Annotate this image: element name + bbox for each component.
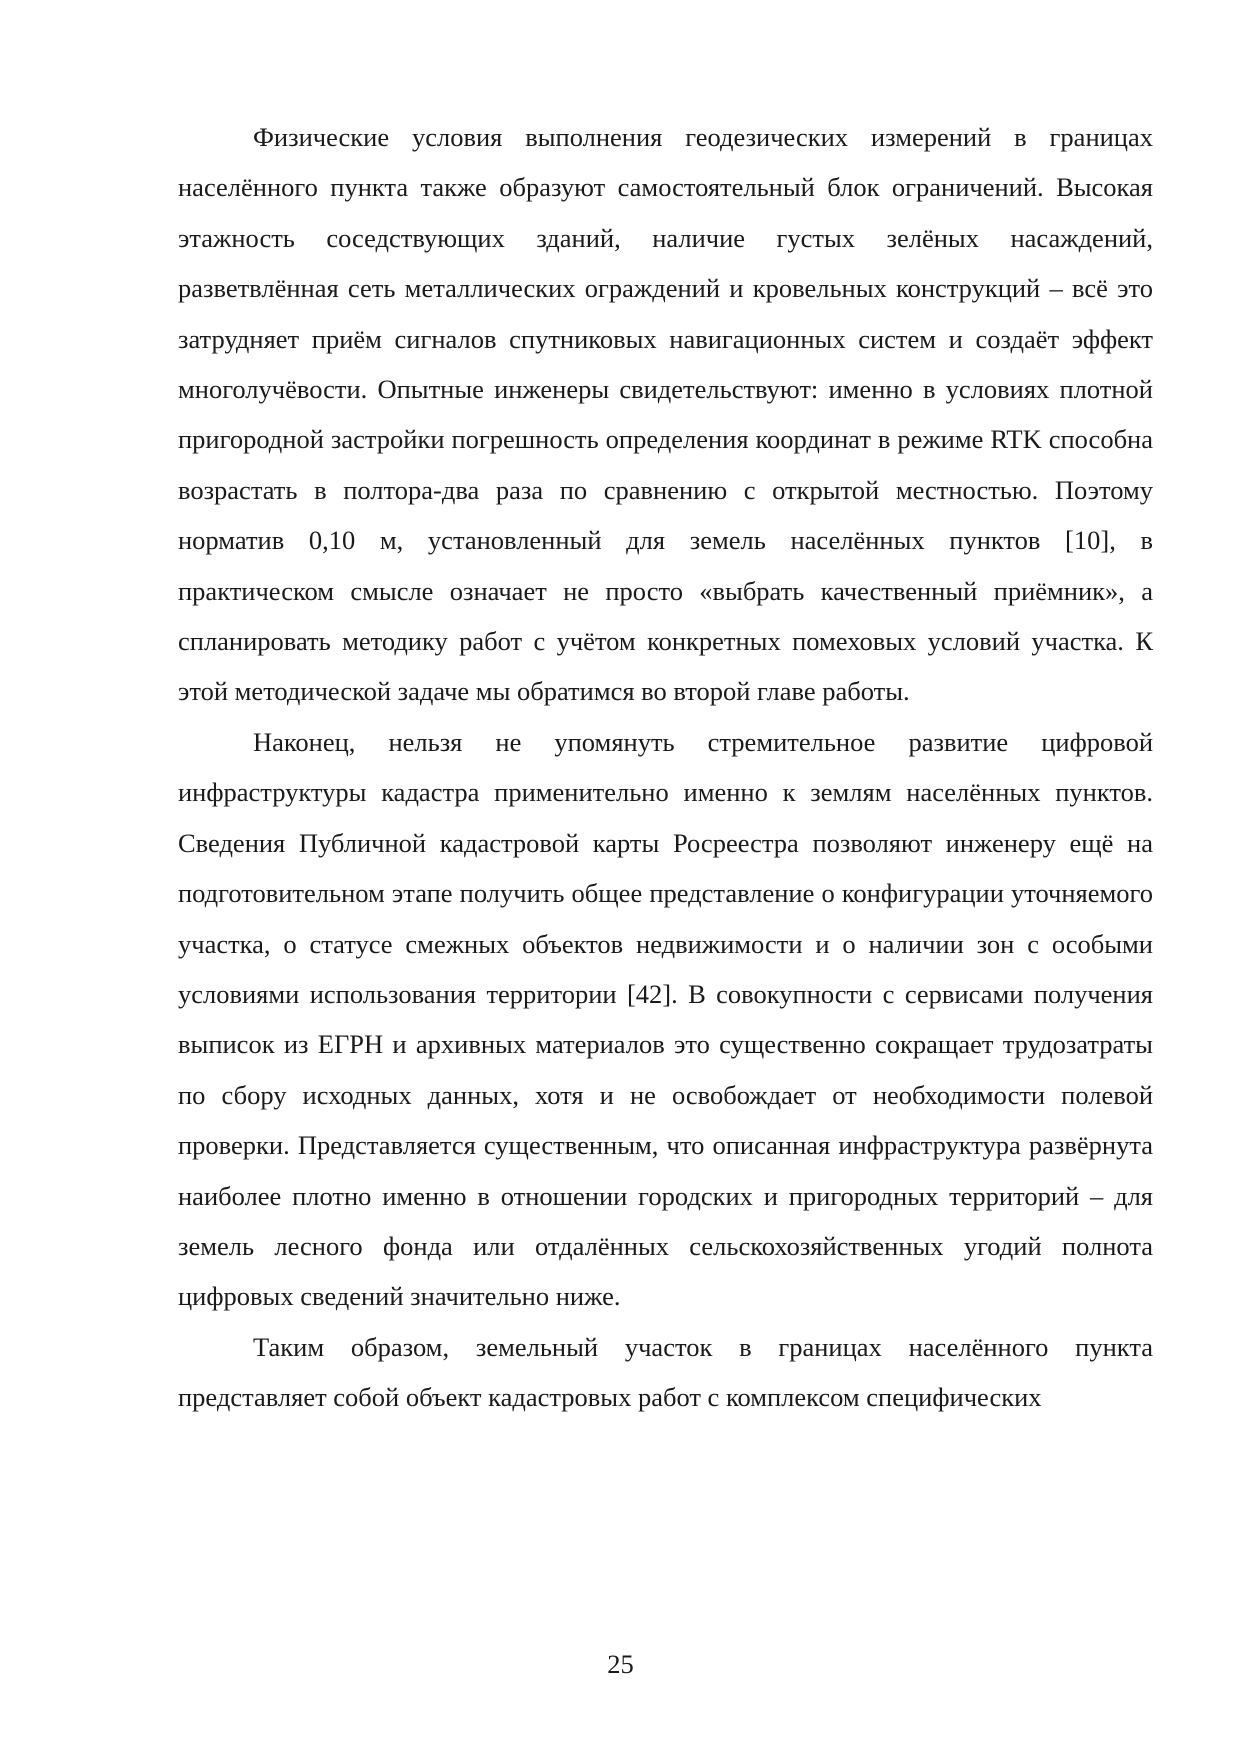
- paragraph-gnss-conditions: Физические условия выполнения геодезических измерений в границах населённого пункта также образуют самостоятельный блок ограничений. Высокая этажность соседствующих зданий, наличие густых зелёных насаждений, разветвлённая сеть металлических ограждений и кровельных конструкций – всё это затрудняет приём сигналов спутниковых навигационных систем и создаёт эффект многолучёвости. Опытные инженеры свидетельствуют: именно в условиях плотной пригородной застройки погрешность определения координат в режиме RTK способна возрастать в полтора-два раза по сравнению с открытой местностью. Поэтому норматив 0,10 м, установленный для земель населённых пунктов [10], в практическом смысле означает не просто «выбрать качественный приёмник», а спланировать методику работ с учётом конкретных помеховых условий участка. К этой методической задаче мы обратимся во второй главе работы.: [178, 122, 1153, 707]
- paragraph-conclusion: Таким образом, земельный участок в границах населённого пункта представляет собой объект кадастровых работ с комплексом специфических: [178, 1331, 1153, 1413]
- page-number: 25: [607, 1649, 634, 1679]
- paragraph-digital-infrastructure: Наконец, нельзя не упомянуть стремительное развитие цифровой инфраструктуры кадастра применительно именно к землям населённых пунктов. Сведения Публичной кадастровой карты Росреестра позволяют инженеру ещё на подготовительном этапе получить общее представление о конфигурации уточняемого участка, о статусе смежных объектов недвижимости и о наличии зон с особыми условиями использования территории [42]. В совокупности с сервисами получения выписок из ЕГРН и архивных материалов это существенно сокращает трудозатраты по сбору исходных данных, хотя и не освобождает от необходимости полевой проверки. Представляется существенным, что описанная инфраструктура развёрнута наиболее плотно именно в отношении городских и пригородных территорий – для земель лесного фонда или отдалённых сельскохозяйственных угодий полнота цифровых сведений значительно ниже.: [178, 726, 1153, 1312]
- document-body: [178, 112, 1153, 1423]
